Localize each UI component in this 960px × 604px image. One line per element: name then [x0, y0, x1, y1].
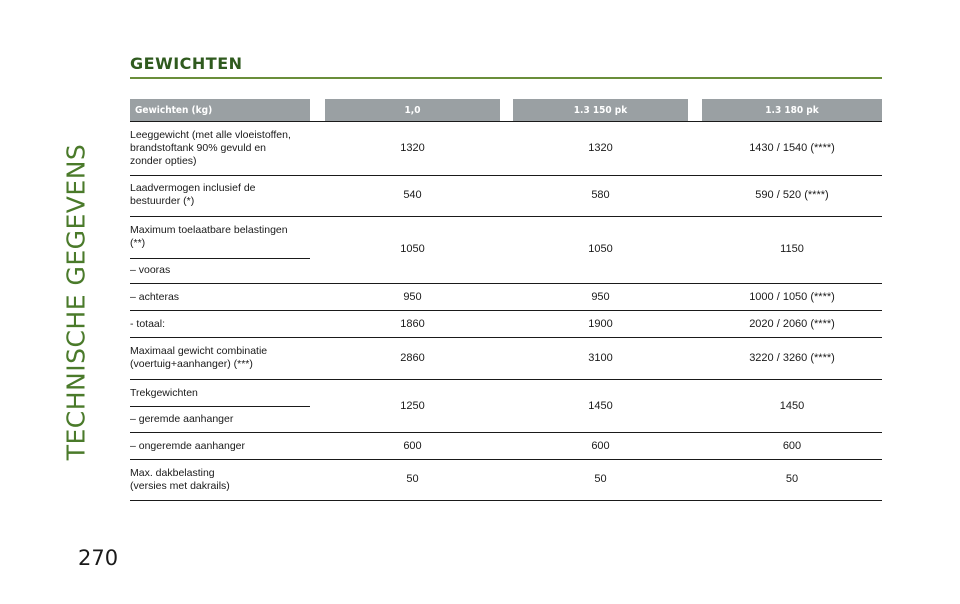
row-label: [130, 129, 310, 168]
value-1-0: 1050: [400, 243, 425, 255]
row-label: [130, 467, 310, 493]
table-row-total: [130, 311, 882, 338]
value-1-3-180: 590 / 520 (****): [755, 189, 829, 201]
value-1-3-180: 3220 / 3260 (****): [749, 352, 835, 364]
table-row-payload: [130, 176, 882, 217]
section-heading: [130, 54, 882, 79]
table-row-roof-load: [130, 460, 882, 501]
row-label: – ongeremde aanhanger: [130, 440, 246, 452]
table-row-empty-weight: [130, 122, 882, 176]
value-1-0: 1250: [400, 400, 425, 412]
value-1-3-150: 1450: [588, 400, 613, 412]
column-header-1-3-150: 1.3 150 pk: [513, 99, 688, 121]
value-1-3-180: 1000 / 1050 (****): [749, 291, 835, 303]
heading-rule: [130, 77, 882, 79]
row-label-line: brandstoftank 90% gevuld en: [130, 142, 267, 154]
row-label: [130, 224, 310, 250]
row-label-line: zonder opties): [130, 155, 197, 167]
value-1-0: 540: [403, 189, 422, 201]
row-label-line: (voertuig+aanhanger) (***): [130, 358, 253, 370]
value-1-3-180: 1450: [779, 400, 805, 412]
row-label-line: Maximum toelaatbare belastingen: [130, 224, 288, 236]
table-row-rear-axle: [130, 284, 882, 311]
heading-title: GEWICHTEN: [130, 54, 243, 73]
value-1-3-180: 600: [782, 440, 802, 452]
sub-rule: [130, 258, 310, 259]
weights-table: [130, 99, 882, 501]
value-1-3-180: 2020 / 2060 (****): [749, 318, 835, 330]
row-label-line: Laadvermogen inclusief de: [130, 182, 256, 194]
page-number: 270: [78, 546, 119, 570]
table-row-max-axle-load: [130, 217, 882, 284]
value-1-0: 50: [406, 473, 419, 485]
row-label: [130, 345, 310, 371]
value-1-3-150: 580: [591, 189, 610, 201]
row-label-line: bestuurder (*): [130, 195, 195, 207]
value-1-3-150: 3100: [588, 352, 613, 364]
value-1-3-150: 50: [594, 473, 607, 485]
value-1-0: 600: [403, 440, 422, 452]
value-1-3-180: 1150: [780, 243, 804, 255]
row-label: – achteras: [130, 291, 180, 303]
row-label-line: (**): [130, 237, 146, 249]
value-1-0: 1320: [400, 142, 425, 154]
row-sublabel: – vooras: [130, 264, 171, 276]
row-label: - totaal:: [130, 318, 166, 330]
value-1-3-150: 600: [591, 440, 610, 452]
value-1-3-150: 1900: [588, 318, 613, 330]
value-1-3-150: 950: [591, 291, 610, 303]
sub-rule: [130, 406, 310, 407]
row-label-line: Leeggewicht (met alle vloeistoffen,: [130, 129, 291, 141]
row-label: [130, 182, 310, 208]
column-header-weights: Gewichten (kg): [130, 99, 310, 121]
table-row-towing-braked: [130, 380, 882, 433]
value-1-3-150: 1050: [588, 243, 613, 255]
value-1-0: 1860: [400, 318, 425, 330]
row-sublabel: – geremde aanhanger: [130, 413, 234, 425]
value-1-0: 950: [403, 291, 422, 303]
table-row-combination-weight: [130, 338, 882, 380]
row-label-line: (versies met dakrails): [130, 480, 230, 492]
row-label: Trekgewichten: [130, 387, 198, 399]
section-side-title: TECHNISCHE GEGEVENS: [61, 143, 91, 461]
column-header-1-0: 1,0: [325, 99, 500, 121]
row-label-line: Max. dakbelasting: [130, 467, 215, 479]
value-1-3-180: 1430 / 1540 (****): [749, 142, 835, 154]
value-1-0: 2860: [400, 352, 425, 364]
value-1-3-150: 1320: [588, 142, 613, 154]
column-header-1-3-180: 1.3 180 pk: [702, 99, 882, 121]
row-label-line: Maximaal gewicht combinatie: [130, 345, 268, 357]
table-header: [130, 99, 882, 122]
table-row-towing-unbraked: [130, 433, 882, 460]
value-1-3-180: 50: [785, 473, 799, 485]
